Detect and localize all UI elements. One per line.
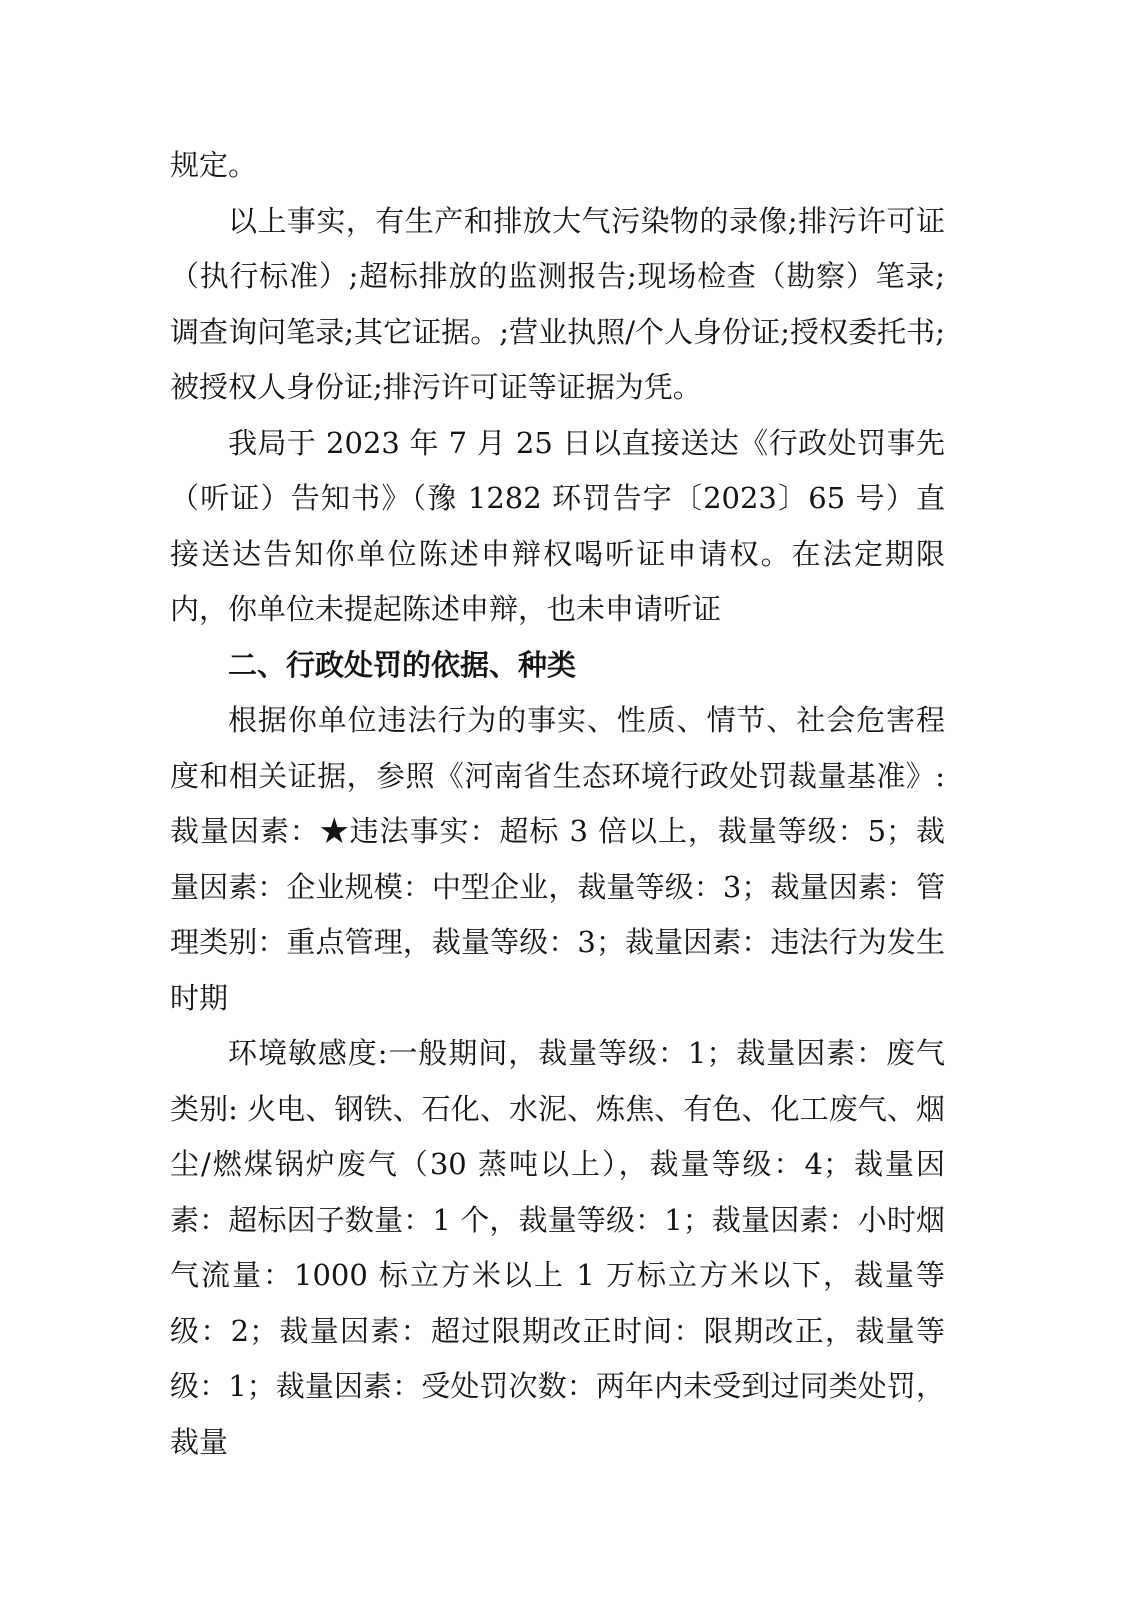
paragraph-factors: 环境敏感度:一般期间，裁量等级：1；裁量因素：废气类别: 火电、钢铁、石化、水泥、炼焦、有色、化工废气、烟尘/燃煤锅炉废气（30 蒸吨以上），裁量等级：4；裁量因素：超标因子数量：1 个，裁量等级：1；裁量因素：小时烟气流量：1000 标立方米以上 1 万标立方米以下，裁量等级：2；裁量因素：超过限期改正时间：限期改正，裁量等级：1；裁量因素：受处罚次数：两年内未受到过同类处罚，裁量 [170,1036,945,1459]
section-heading: 二、行政处罚的依据、种类 [228,647,577,682]
paragraph-notice: 我局于 2023 年 7 月 25 日以直接送达《行政处罚事先（听证）告知书》（豫 1282 环罚告字〔2023〕65 号）直接送达告知你单位陈述申辩权喝听证申请权。在法定期限内，你单位未提起陈述申辩，也未申请听证 [170,425,945,626]
paragraph-evidence: 以上事实，有生产和排放大气污染物的录像;排污许可证（执行标准）;超标排放的监测报告;现场检查（勘察）笔录;调查询问笔录;其它证据。;营业执照/个人身份证;授权委托书;被授权人身份证;排污许可证等证据为凭。 [170,203,945,404]
paragraph-basis: 根据你单位违法行为的事实、性质、情节、社会危害程度和相关证据，参照《河南省生态环境行政处罚裁量基准》: 裁量因素：★违法事实：超标 3 倍以上，裁量等级：5；裁量因素：企业规模：中型企业，裁量等级：3；裁量因素：管理类别：重点管理，裁量等级：3；裁量因素：违法行为发生时期 [170,703,945,1015]
document-body [170,138,945,1470]
paragraph-continuation: 规定。 [170,148,258,182]
